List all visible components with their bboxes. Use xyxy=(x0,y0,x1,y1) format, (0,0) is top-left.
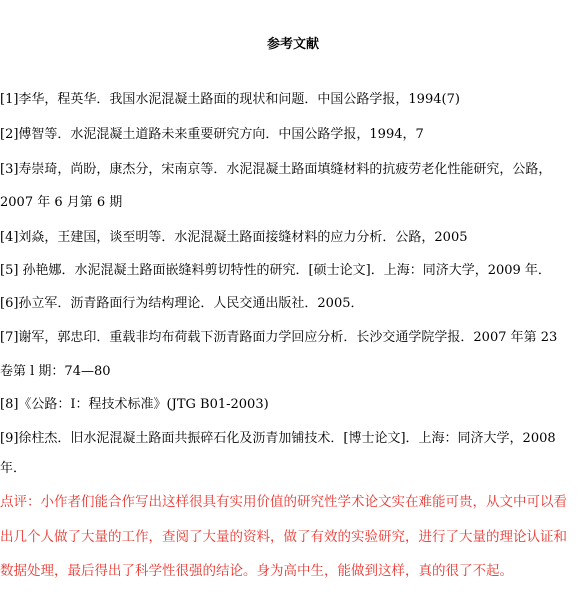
comment-line-1: 点评：小作者们能合作写出这样很具有实用价值的研究性学术论文实在难能可贵，从文中可以看 xyxy=(0,494,567,510)
reference-7-line-1: [7]谢军，郭忠印．重载非均布荷载下沥青路面力学回应分析．长沙交通学院学报．2007 年第 23 xyxy=(0,330,558,345)
reference-9-line-2: 年． xyxy=(0,461,27,476)
comment-line-3: 数据处理，最后得出了科学性很强的结论。身为高中生，能做到这样，真的很了不起。 xyxy=(0,563,513,579)
reference-9-line-1: [9]徐柱杰．旧水泥混凝土路面共振碎石化及沥青加铺技术．[博士论文]．上海：同济大学，2008 xyxy=(0,431,556,446)
document-title: 参考文献 xyxy=(266,37,319,52)
reference-1-line-1: [1]李华，程英华．我国水泥混凝土路面的现状和问题．中国公路学报，1994(7) xyxy=(0,92,460,107)
reference-3-line-2: 2007 年 6 月第 6 期 xyxy=(0,195,123,210)
reference-7-line-2: 卷第 l 期：74—80 xyxy=(0,364,111,379)
comment-line-2: 出几个人做了大量的工作，查阅了大量的资料，做了有效的实验研究，进行了大量的理论认证和 xyxy=(0,529,567,545)
reference-3-line-1: [3]寿崇琦，尚盼，康杰分，宋南京等．水泥混凝土路面填缝材料的抗疲劳老化性能研究，公路， xyxy=(0,162,552,177)
reference-8-line-1: [8]《公路：I：程技术标准》(JTG B01-2003) xyxy=(0,397,269,412)
reference-6-line-1: [6]孙立军．沥青路面行为结构理论．人民交通出版社．2005． xyxy=(0,296,364,311)
reference-4-line-1: [4]刘焱，王建国，谈至明等．水泥混凝土路面接缝材料的应力分析．公路，2005 xyxy=(0,230,468,245)
reference-5-line-1: [5] 孙艳娜．水泥混凝土路面嵌缝料剪切特性的研究．[硕士论文]．上海：同济大学，2009 年． xyxy=(0,263,551,278)
reference-2-line-1: [2]傅智等．水泥混凝土道路未来重要研究方向．中国公路学报，1994，7 xyxy=(0,127,424,142)
